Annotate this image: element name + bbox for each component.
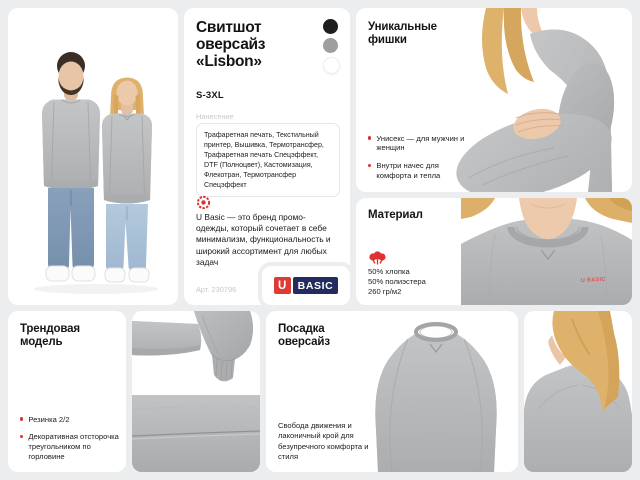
- title-line: «Lisbon»: [196, 53, 262, 71]
- man-figure: [42, 52, 100, 281]
- article-number: Арт. 230796: [196, 285, 237, 294]
- cuff-detail-photo: [132, 311, 260, 389]
- quality-stamp-icon: [196, 195, 211, 210]
- feature-text: Унисекс — для мужчин и женщин: [376, 133, 465, 153]
- feature-item: [368, 161, 474, 181]
- back-view-photo: [524, 311, 632, 472]
- sweatshirt-front-photo: [354, 311, 518, 472]
- material-composition: [368, 267, 426, 297]
- application-methods-box: Трафаретная печать, Текстильный принтер, Вышивка, Термотрансфер, Трафаретная печать Спецэффект, DTF (Полноцвет), Кастомизация, Флекотран, Термотрансфер Спецэффект: [196, 123, 340, 197]
- material-line: 50% хлопка: [368, 267, 410, 276]
- brand-logo-card: [262, 266, 350, 305]
- fit-title: Посадка оверсайз: [278, 323, 330, 349]
- logo-u-mark: U: [274, 277, 291, 294]
- back-view-card: [524, 311, 632, 472]
- models-photo-card: [8, 8, 178, 305]
- models-photo: [8, 8, 178, 305]
- material-line: 260 гр/м2: [368, 287, 402, 297]
- features-title: Уникальные фишки: [368, 21, 437, 47]
- bullet-dot: [20, 417, 23, 420]
- title-line: Свитшот: [196, 19, 262, 36]
- material-title: Материал: [368, 209, 423, 221]
- title-line: оверсайз: [196, 36, 266, 54]
- product-title: [196, 19, 265, 70]
- product-info-card: [184, 8, 350, 305]
- chest-print-text: U BASIC: [580, 276, 606, 284]
- bullet-dot: [20, 435, 23, 438]
- material-line: 50% полиэстера: [368, 277, 426, 287]
- logo-basic-mark: BASIC: [293, 277, 339, 294]
- swatch-black: [323, 19, 338, 34]
- seam-detail-photo: [132, 395, 260, 472]
- size-range: S-3XL: [196, 90, 224, 101]
- trend-item: [20, 432, 120, 462]
- color-swatches: [323, 19, 340, 74]
- trend-title: Трендовая модель: [20, 323, 80, 349]
- trend-card: [8, 311, 126, 472]
- trend-list: [20, 415, 120, 462]
- application-label: Нанесение: [196, 112, 234, 121]
- trend-text: Резинка 2/2: [28, 414, 70, 424]
- trend-text: Декоративная отсторочка треугольником по горловине: [28, 432, 119, 462]
- swatch-white: [323, 57, 340, 74]
- fit-description: Свобода движения и лаконичный крой для безупречного комфорта и стиля: [278, 421, 369, 461]
- collar-closeup-photo: [461, 198, 632, 305]
- bullet-dot: [368, 164, 371, 167]
- trend-item: [20, 415, 120, 425]
- swatch-grey: [323, 38, 338, 53]
- features-list: [368, 134, 474, 181]
- woman-figure: [102, 78, 152, 283]
- fit-card: [266, 311, 518, 472]
- bullet-dot: [368, 136, 371, 139]
- cotton-icon: [368, 251, 387, 266]
- brand-description: U Basic — это бренд промо-одежды, который сочетает в себе минимализм, функциональность и широкий ассортимент для любых задач: [196, 212, 331, 267]
- feature-item: [368, 134, 474, 154]
- detail-photos-card: [132, 311, 260, 472]
- material-card: [356, 198, 632, 305]
- features-card: [356, 8, 632, 192]
- feature-text: Внутри начес для комфорта и тепла: [376, 161, 441, 181]
